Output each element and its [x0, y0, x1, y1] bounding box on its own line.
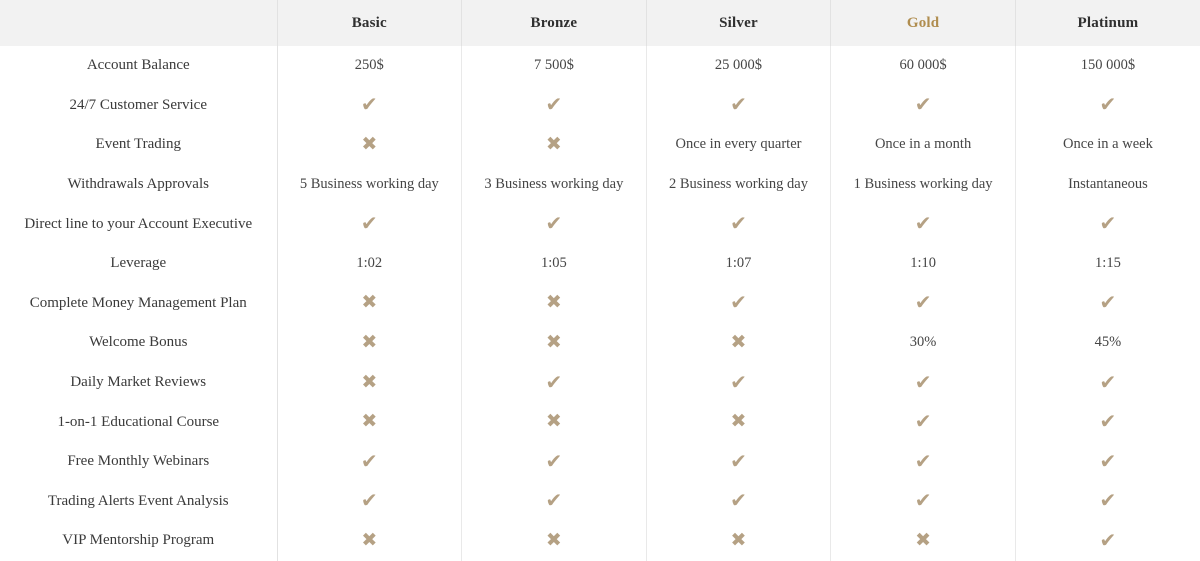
cross-icon [646, 402, 831, 442]
feature-label: 24/7 Customer Service [0, 86, 277, 126]
check-icon [462, 363, 647, 403]
feature-label: Withdrawals Approvals [0, 165, 277, 205]
check-icon [831, 363, 1016, 403]
check-icon [462, 204, 647, 244]
feature-label: Welcome Bonus [0, 323, 277, 363]
check-icon [462, 86, 647, 126]
check-icon [646, 86, 831, 126]
feature-label: VIP Mentorship Program [0, 521, 277, 561]
check-icon [1015, 204, 1200, 244]
check-icon [646, 482, 831, 522]
cell-value: 1:15 [1095, 255, 1121, 272]
check-icon-glyph: ✔ [730, 488, 747, 513]
check-icon [831, 86, 1016, 126]
check-icon-glyph: ✔ [1099, 448, 1117, 473]
check-icon [277, 204, 462, 244]
plan-header-platinum[interactable]: Platinum [1015, 0, 1200, 46]
table-row [0, 125, 1200, 165]
feature-column-header [0, 0, 277, 46]
cross-icon-glyph: ✖ [730, 410, 747, 433]
cross-icon-glyph: ✖ [361, 410, 378, 433]
cell-value: Once in a week [1063, 136, 1153, 153]
table-row [0, 46, 1200, 86]
check-icon-glyph: ✔ [914, 211, 932, 236]
table-row [0, 482, 1200, 522]
cross-icon-glyph: ✖ [545, 410, 562, 433]
table-body [0, 46, 1200, 561]
check-icon [1015, 442, 1200, 482]
feature-label: Leverage [0, 244, 277, 284]
cell-value: 30% [831, 323, 1016, 363]
cell-value: 250$ [277, 46, 462, 86]
cell-value: 3 Business working day [462, 165, 647, 205]
feature-label: Free Monthly Webinars [0, 442, 277, 482]
check-icon-glyph: ✔ [360, 488, 378, 513]
check-icon-glyph: ✔ [545, 448, 563, 473]
feature-label: Complete Money Management Plan [0, 284, 277, 324]
cross-icon [277, 284, 462, 324]
cross-icon [277, 363, 462, 403]
check-icon-glyph: ✔ [730, 448, 747, 473]
cell-value: 150 000$ [1080, 57, 1136, 74]
cell-value: 25 000$ [646, 46, 831, 86]
cross-icon-glyph: ✖ [361, 528, 378, 551]
cell-value: 1:02 [277, 244, 462, 284]
table-row [0, 402, 1200, 442]
check-icon-glyph: ✔ [1099, 290, 1117, 315]
table-row [0, 204, 1200, 244]
table-row [0, 521, 1200, 561]
check-icon-glyph: ✔ [360, 448, 378, 473]
cell-value: Instantaneous [1068, 176, 1148, 193]
table-row [0, 363, 1200, 403]
check-icon [831, 402, 1016, 442]
check-icon [646, 442, 831, 482]
check-icon-glyph: ✔ [730, 290, 747, 315]
cross-icon [646, 521, 831, 561]
feature-label: Daily Market Reviews [0, 363, 277, 403]
table-row [0, 442, 1200, 482]
table-row [0, 165, 1200, 205]
cross-icon [462, 402, 647, 442]
check-icon [831, 204, 1016, 244]
check-icon-glyph: ✔ [1099, 488, 1117, 513]
feature-label: 1-on-1 Educational Course [0, 402, 277, 442]
cell-value: 1:05 [462, 244, 647, 284]
check-icon-glyph: ✔ [914, 290, 932, 315]
check-icon [277, 442, 462, 482]
check-icon [1015, 482, 1200, 522]
check-icon-glyph: ✔ [730, 211, 747, 236]
cross-icon [831, 521, 1016, 561]
check-icon [646, 204, 831, 244]
check-icon [1015, 86, 1200, 126]
check-icon-glyph: ✔ [1099, 409, 1117, 434]
check-icon [831, 284, 1016, 324]
check-icon [646, 363, 831, 403]
header-row [0, 0, 1200, 46]
cross-icon [462, 284, 647, 324]
cross-icon-glyph: ✖ [545, 291, 562, 314]
feature-label: Trading Alerts Event Analysis [0, 482, 277, 522]
cell-value: Once in every quarter [646, 125, 831, 165]
check-icon-glyph: ✔ [360, 211, 378, 236]
check-icon [1015, 521, 1200, 561]
check-icon-glyph: ✔ [545, 92, 563, 117]
cross-icon-glyph: ✖ [361, 370, 378, 393]
table-row [0, 86, 1200, 126]
check-icon-glyph: ✔ [545, 488, 563, 513]
check-icon [277, 482, 462, 522]
check-icon [831, 442, 1016, 482]
cross-icon [277, 402, 462, 442]
check-icon-glyph: ✔ [730, 92, 747, 117]
cross-icon [277, 125, 462, 165]
cross-icon-glyph: ✖ [361, 132, 378, 155]
cross-icon-glyph: ✖ [545, 330, 562, 353]
cell-value: 5 Business working day [277, 165, 462, 205]
check-icon-glyph: ✔ [914, 369, 932, 394]
table-row [0, 284, 1200, 324]
cell-value: 1:10 [831, 244, 1016, 284]
cell-value: 2 Business working day [646, 165, 831, 205]
check-icon [646, 284, 831, 324]
cross-icon-glyph: ✖ [915, 528, 932, 551]
cross-icon-glyph: ✖ [730, 330, 747, 353]
check-icon-glyph: ✔ [914, 409, 932, 434]
cross-icon [277, 521, 462, 561]
cell-value: 1 Business working day [831, 165, 1016, 205]
table-row [0, 244, 1200, 284]
check-icon-glyph: ✔ [1099, 369, 1117, 394]
check-icon-glyph: ✔ [360, 92, 378, 117]
check-icon-glyph: ✔ [1099, 527, 1117, 552]
check-icon-glyph: ✔ [545, 211, 563, 236]
table-row [0, 323, 1200, 363]
check-icon [462, 482, 647, 522]
check-icon [831, 482, 1016, 522]
cell-value: 7 500$ [462, 46, 647, 86]
plan-header-gold[interactable]: Gold [831, 0, 1016, 46]
feature-label: Direct line to your Account Executive [0, 204, 277, 244]
feature-label: Account Balance [0, 46, 277, 86]
plan-header-bronze[interactable]: Bronze [462, 0, 647, 46]
check-icon-glyph: ✔ [1099, 92, 1117, 117]
cross-icon [462, 125, 647, 165]
feature-label: Event Trading [0, 125, 277, 165]
cell-value: 1:07 [646, 244, 831, 284]
cross-icon [462, 521, 647, 561]
check-icon [1015, 284, 1200, 324]
check-icon [277, 86, 462, 126]
check-icon-glyph: ✔ [914, 448, 932, 473]
check-icon-glyph: ✔ [545, 369, 563, 394]
cell-value: 45% [1094, 334, 1122, 351]
cross-icon [277, 323, 462, 363]
cell-value: 60 000$ [831, 46, 1016, 86]
cross-icon-glyph: ✖ [361, 330, 378, 353]
check-icon [462, 442, 647, 482]
cell-value: Once in a month [831, 125, 1016, 165]
cross-icon-glyph: ✖ [361, 291, 378, 314]
plan-header-basic[interactable]: Basic [277, 0, 462, 46]
plan-header-silver[interactable]: Silver [646, 0, 831, 46]
cross-icon-glyph: ✖ [730, 528, 747, 551]
check-icon-glyph: ✔ [914, 92, 932, 117]
check-icon-glyph: ✔ [1099, 211, 1117, 236]
table-header [0, 0, 1200, 46]
cross-icon-glyph: ✖ [545, 132, 562, 155]
cross-icon [462, 323, 647, 363]
check-icon-glyph: ✔ [730, 369, 747, 394]
check-icon [1015, 363, 1200, 403]
cross-icon-glyph: ✖ [545, 528, 562, 551]
check-icon [1015, 402, 1200, 442]
cross-icon [646, 323, 831, 363]
check-icon-glyph: ✔ [914, 488, 932, 513]
